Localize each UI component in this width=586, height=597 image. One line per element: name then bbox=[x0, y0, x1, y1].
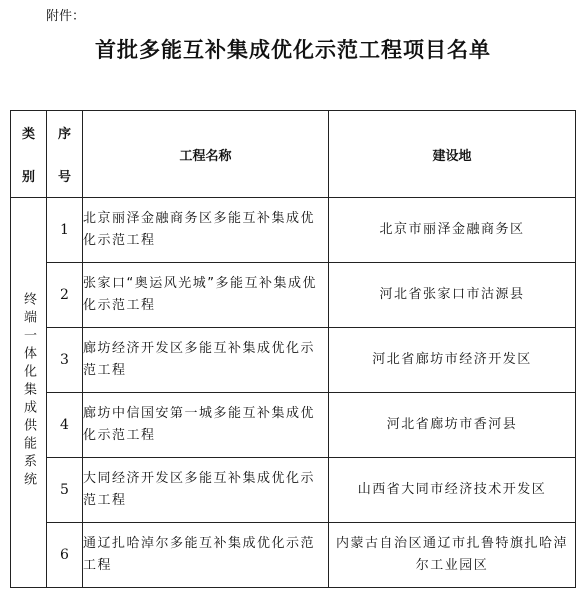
category-cell bbox=[11, 198, 47, 588]
project-name-cell: 张家口“奥运风光城”多能互补集成优化示范工程 bbox=[83, 263, 329, 328]
location-cell: 河北省廊坊市经济开发区 bbox=[329, 328, 576, 393]
header-category-line2: 别 bbox=[21, 170, 35, 185]
attachment-label: 附件： bbox=[46, 9, 86, 24]
document-title: 首批多能互补集成优化示范工程项目名单 bbox=[95, 38, 491, 62]
header-seq bbox=[47, 111, 83, 198]
project-name-cell: 通辽扎哈淖尔多能互补集成优化示范工程 bbox=[83, 523, 329, 588]
seq-cell: 4 bbox=[47, 393, 83, 458]
location-cell: 北京市丽泽金融商务区 bbox=[329, 198, 576, 263]
table-row bbox=[11, 328, 576, 393]
seq-cell: 1 bbox=[47, 198, 83, 263]
seq-cell: 3 bbox=[47, 328, 83, 393]
table-row bbox=[11, 198, 576, 263]
header-category bbox=[11, 111, 47, 198]
location-cell: 内蒙古自治区通辽市扎鲁特旗扎哈淖尔工业园区 bbox=[329, 523, 576, 588]
table-row bbox=[11, 393, 576, 458]
header-location: 建设地 bbox=[329, 111, 576, 198]
table-header-row bbox=[11, 111, 576, 198]
header-seq-line1: 序 bbox=[57, 127, 71, 142]
table-row bbox=[11, 523, 576, 588]
project-name-cell: 北京丽泽金融商务区多能互补集成优化示范工程 bbox=[83, 198, 329, 263]
location-cell: 河北省廊坊市香河县 bbox=[329, 393, 576, 458]
seq-cell: 5 bbox=[47, 458, 83, 523]
table-row bbox=[11, 263, 576, 328]
project-name-cell: 廊坊中信国安第一城多能互补集成优化示范工程 bbox=[83, 393, 329, 458]
location-cell: 河北省张家口市沽源县 bbox=[329, 263, 576, 328]
seq-cell: 2 bbox=[47, 263, 83, 328]
project-name-cell: 大同经济开发区多能互补集成优化示范工程 bbox=[83, 458, 329, 523]
header-category-line1: 类 bbox=[21, 127, 35, 142]
project-table bbox=[10, 110, 576, 588]
project-name-cell: 廊坊经济开发区多能互补集成优化示范工程 bbox=[83, 328, 329, 393]
seq-cell: 6 bbox=[47, 523, 83, 588]
location-cell: 山西省大同市经济技术开发区 bbox=[329, 458, 576, 523]
category-text: 终端一体化集成供能系统 bbox=[21, 291, 36, 490]
header-project-name: 工程名称 bbox=[83, 111, 329, 198]
table-row bbox=[11, 458, 576, 523]
header-seq-line2: 号 bbox=[57, 170, 71, 185]
